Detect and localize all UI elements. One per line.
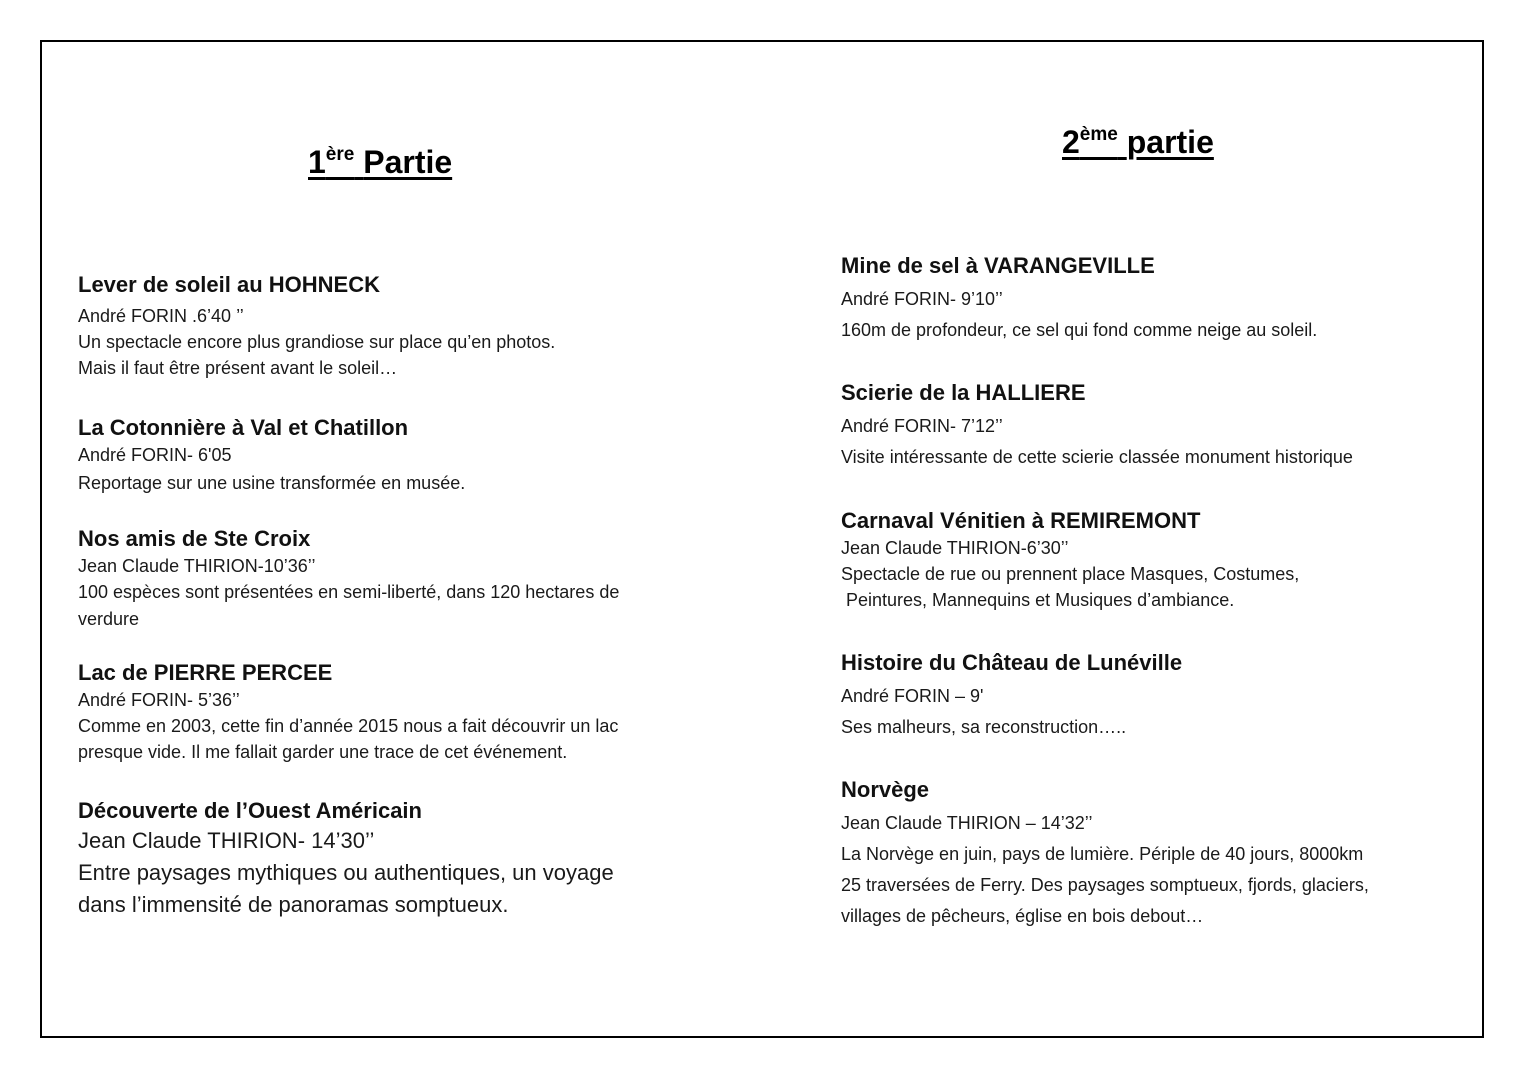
part1-title: 1ère Partie [308, 144, 453, 180]
item-author: André FORIN .6’40 ’’ [78, 306, 244, 326]
item-author: André FORIN- 9’10’’ [841, 289, 1003, 309]
program-item [841, 379, 1461, 473]
program-item [78, 271, 718, 381]
item-description: Un spectacle encore plus grandiose sur place qu’en photos. [78, 332, 556, 352]
program-item [78, 659, 718, 765]
program-item [78, 525, 718, 632]
item-description: verdure [78, 609, 140, 629]
item-description: dans l’immensité de panoramas somptueux. [78, 892, 509, 917]
program-item [841, 776, 1461, 932]
program-item [841, 649, 1461, 743]
item-author: Jean Claude THIRION- 14’30’’ [78, 828, 375, 853]
item-author: André FORIN- 7’12’’ [841, 416, 1003, 436]
item-description: Reportage sur une usine transformée en musée. [78, 473, 466, 493]
item-title: Norvège [841, 777, 930, 802]
item-title: Lever de soleil au HOHNECK [78, 272, 380, 297]
item-description: 100 espèces sont présentées en semi-liberté, dans 120 hectares de [78, 582, 620, 602]
program-item [78, 414, 718, 496]
program-item [841, 252, 1461, 346]
item-description: Comme en 2003, cette fin d’année 2015 nous a fait découvrir un lac [78, 716, 619, 736]
item-description: Visite intéressante de cette scierie classée monument historique [841, 447, 1353, 467]
item-description: La Norvège en juin, pays de lumière. Périple de 40 jours, 8000km [841, 844, 1364, 864]
item-description: Spectacle de rue ou prennent place Masques, Costumes, [841, 564, 1300, 584]
item-author: Jean Claude THIRION – 14’32’’ [841, 813, 1093, 833]
item-description: Peintures, Mannequins et Musiques d’ambiance. [841, 590, 1235, 610]
item-title: Histoire du Château de Lunéville [841, 650, 1183, 675]
item-description: Mais il faut être présent avant le soleil… [78, 358, 398, 378]
program-item [841, 507, 1461, 613]
program-item [78, 797, 718, 921]
item-title: Mine de sel à VARANGEVILLE [841, 253, 1155, 278]
item-description: presque vide. Il me fallait garder une trace de cet événement. [78, 742, 568, 762]
item-author: André FORIN- 6'05 [78, 445, 232, 465]
item-description: villages de pêcheurs, église en bois debout… [841, 906, 1204, 926]
item-description: 25 traversées de Ferry. Des paysages somptueux, fjords, glaciers, [841, 875, 1369, 895]
item-author: Jean Claude THIRION-6’30’’ [841, 538, 1069, 558]
item-title: Scierie de la HALLIERE [841, 380, 1086, 405]
item-author: André FORIN- 5’36’’ [78, 690, 240, 710]
item-title: La Cotonnière à Val et Chatillon [78, 415, 409, 440]
item-author: Jean Claude THIRION-10’36’’ [78, 556, 316, 576]
item-title: Lac de PIERRE PERCEE [78, 660, 333, 685]
item-title: Carnaval Vénitien à REMIREMONT [841, 508, 1201, 533]
item-title: Nos amis de Ste Croix [78, 526, 311, 551]
item-description: 160m de profondeur, ce sel qui fond comme neige au soleil. [841, 320, 1318, 340]
item-description: Entre paysages mythiques ou authentiques, un voyage [78, 860, 614, 885]
part2-title: 2ème partie [1062, 124, 1214, 160]
item-description: Ses malheurs, sa reconstruction….. [841, 717, 1127, 737]
item-title: Découverte de l’Ouest Américain [78, 798, 422, 823]
item-author: André FORIN – 9' [841, 686, 984, 706]
